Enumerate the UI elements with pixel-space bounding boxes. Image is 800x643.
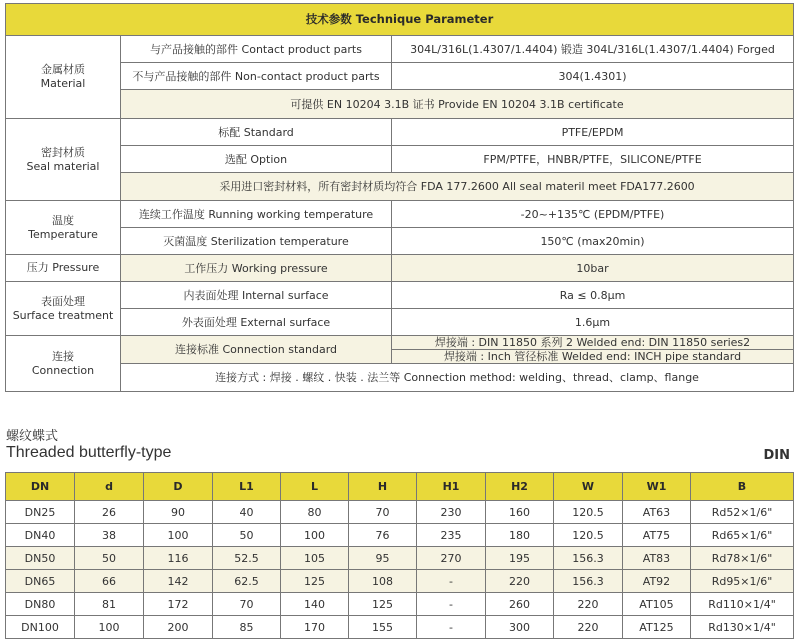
table-row	[6, 616, 794, 639]
table-cell: 26	[75, 501, 144, 524]
table-cell: DN65	[6, 570, 75, 593]
table-cell: AT75	[623, 524, 691, 547]
table-cell: 85	[213, 616, 281, 639]
row-value: Ra ≤ 0.8μm	[392, 282, 794, 309]
technique-parameter-table	[5, 3, 794, 392]
section-title-en: Threaded butterfly-type	[6, 444, 172, 461]
table-cell: 125	[349, 593, 417, 616]
table-cell: 105	[281, 547, 349, 570]
row-label: 连接标准 Connection standard	[121, 336, 392, 364]
table-cell: Rd52×1/6"	[691, 501, 794, 524]
table-row	[6, 593, 794, 616]
table-cell: AT125	[623, 616, 691, 639]
column-header: H2	[486, 473, 554, 501]
table-cell: 120.5	[554, 501, 623, 524]
column-header: H	[349, 473, 417, 501]
row-label: 不与产品接触的部件 Non-contact product parts	[121, 63, 392, 90]
category-cn: 连接	[52, 349, 74, 363]
table-cell: 100	[75, 616, 144, 639]
category-en: Seal material	[26, 159, 100, 173]
connection-method: 连接方式 : 焊接 . 螺纹 . 快装 . 法兰等 Connection method: welding、thread、clamp、flange	[121, 364, 794, 392]
table-cell: 180	[486, 524, 554, 547]
table-cell: Rd78×1/6"	[691, 547, 794, 570]
row-value: 焊接端 : DIN 11850 系列 2 Welded end: DIN 11850 series2	[392, 336, 794, 350]
table-cell: 80	[281, 501, 349, 524]
table-cell: Rd95×1/6"	[691, 570, 794, 593]
row-label: 选配 Option	[121, 146, 392, 173]
category-pressure: 压力 Pressure	[6, 255, 121, 282]
table-cell: Rd110×1/4"	[691, 593, 794, 616]
table-cell: 300	[486, 616, 554, 639]
table-cell: AT83	[623, 547, 691, 570]
dimensions-table	[5, 472, 794, 639]
row-value: 1.6μm	[392, 309, 794, 336]
column-header: H1	[417, 473, 486, 501]
table-cell: 270	[417, 547, 486, 570]
table-cell: -	[417, 593, 486, 616]
column-header: DN	[6, 473, 75, 501]
table-cell: 195	[486, 547, 554, 570]
row-label: 连续工作温度 Running working temperature	[121, 201, 392, 228]
category-temperature	[6, 201, 121, 255]
row-label: 外表面处理 External surface	[121, 309, 392, 336]
section-title-cn: 螺纹蝶式	[6, 429, 59, 444]
table-row	[6, 570, 794, 593]
row-label: 与产品接触的部件 Contact product parts	[121, 36, 392, 63]
header-row	[6, 473, 794, 501]
table-cell: 220	[554, 593, 623, 616]
row-value: 150℃ (max20min)	[392, 228, 794, 255]
category-cn: 金属材质	[41, 63, 85, 76]
row-value: -20~+135℃ (EPDM/PTFE)	[392, 201, 794, 228]
row-label: 内表面处理 Internal surface	[121, 282, 392, 309]
table-cell: 50	[213, 524, 281, 547]
table-cell: 52.5	[213, 547, 281, 570]
column-header: d	[75, 473, 144, 501]
table-cell: 235	[417, 524, 486, 547]
table-cell: DN40	[6, 524, 75, 547]
table-row	[6, 501, 794, 524]
category-surface	[6, 282, 121, 336]
column-header: L1	[213, 473, 281, 501]
table-cell: 50	[75, 547, 144, 570]
row-label: 工作压力 Working pressure	[121, 255, 392, 282]
table-cell: DN25	[6, 501, 75, 524]
row-value: FPM/PTFE，HNBR/PTFE，SILICONE/PTFE	[392, 146, 794, 173]
row-value: 304(1.4301)	[392, 63, 794, 90]
table-cell: 220	[486, 570, 554, 593]
table-cell: 76	[349, 524, 417, 547]
table-cell: 62.5	[213, 570, 281, 593]
seal-note: 采用进口密封材料，所有密封材质均符合 FDA 177.2600 All seal materil meet FDA177.2600	[121, 173, 794, 201]
row-label: 标配 Standard	[121, 119, 392, 146]
category-cn: 密封材质	[41, 145, 85, 159]
column-header: W1	[623, 473, 691, 501]
table-cell: DN50	[6, 547, 75, 570]
table-cell: 66	[75, 570, 144, 593]
table-cell: AT105	[623, 593, 691, 616]
table-cell: 38	[75, 524, 144, 547]
table-cell: 172	[144, 593, 213, 616]
category-material	[6, 36, 121, 119]
table-cell: 70	[349, 501, 417, 524]
category-en: Connection	[31, 363, 95, 377]
table-cell: 90	[144, 501, 213, 524]
row-value: 焊接端 : Inch 管径标准 Welded end: INCH pipe standard	[392, 350, 794, 364]
table-cell: 100	[281, 524, 349, 547]
category-seal	[6, 119, 121, 201]
table-cell: 155	[349, 616, 417, 639]
category-en: Material	[40, 77, 86, 90]
table-cell: 230	[417, 501, 486, 524]
table-cell: 100	[144, 524, 213, 547]
table-title: 技术参数 Technique Parameter	[6, 4, 794, 36]
table-cell: 200	[144, 616, 213, 639]
column-header: W	[554, 473, 623, 501]
table-cell: DN100	[6, 616, 75, 639]
table-cell: 120.5	[554, 524, 623, 547]
table-row	[6, 547, 794, 570]
table-cell: 156.3	[554, 570, 623, 593]
table-cell: 160	[486, 501, 554, 524]
table-cell: 70	[213, 593, 281, 616]
row-value: 10bar	[392, 255, 794, 282]
row-label: 灭菌温度 Sterilization temperature	[121, 228, 392, 255]
category-en: Surface treatment	[12, 308, 114, 322]
column-header: D	[144, 473, 213, 501]
category-cn: 温度	[52, 213, 74, 227]
column-header: B	[691, 473, 794, 501]
table-cell: 108	[349, 570, 417, 593]
table-cell: 260	[486, 593, 554, 616]
material-note: 可提供 EN 10204 3.1B 证书 Provide EN 10204 3.1B certificate	[121, 90, 794, 119]
table-cell: DN80	[6, 593, 75, 616]
category-connection	[6, 336, 121, 392]
table-row	[6, 524, 794, 547]
column-header: L	[281, 473, 349, 501]
table-cell: 142	[144, 570, 213, 593]
table-cell: 40	[213, 501, 281, 524]
row-value: 304L/316L(1.4307/1.4404) 锻造 304L/316L(1.4307/1.4404) Forged	[392, 36, 794, 63]
table-cell: 140	[281, 593, 349, 616]
table-cell: 170	[281, 616, 349, 639]
table-cell: -	[417, 570, 486, 593]
table-cell: 95	[349, 547, 417, 570]
category-cn: 表面处理	[41, 294, 85, 308]
table-cell: Rd130×1/4"	[691, 616, 794, 639]
standard-label: DIN	[763, 448, 790, 463]
category-en: Temperature	[28, 227, 98, 241]
table-cell: 220	[554, 616, 623, 639]
table-cell: AT92	[623, 570, 691, 593]
table-cell: AT63	[623, 501, 691, 524]
table-cell: -	[417, 616, 486, 639]
table-cell: 125	[281, 570, 349, 593]
table-cell: 156.3	[554, 547, 623, 570]
table-cell: Rd65×1/6"	[691, 524, 794, 547]
row-value: PTFE/EPDM	[392, 119, 794, 146]
table-cell: 116	[144, 547, 213, 570]
table-cell: 81	[75, 593, 144, 616]
